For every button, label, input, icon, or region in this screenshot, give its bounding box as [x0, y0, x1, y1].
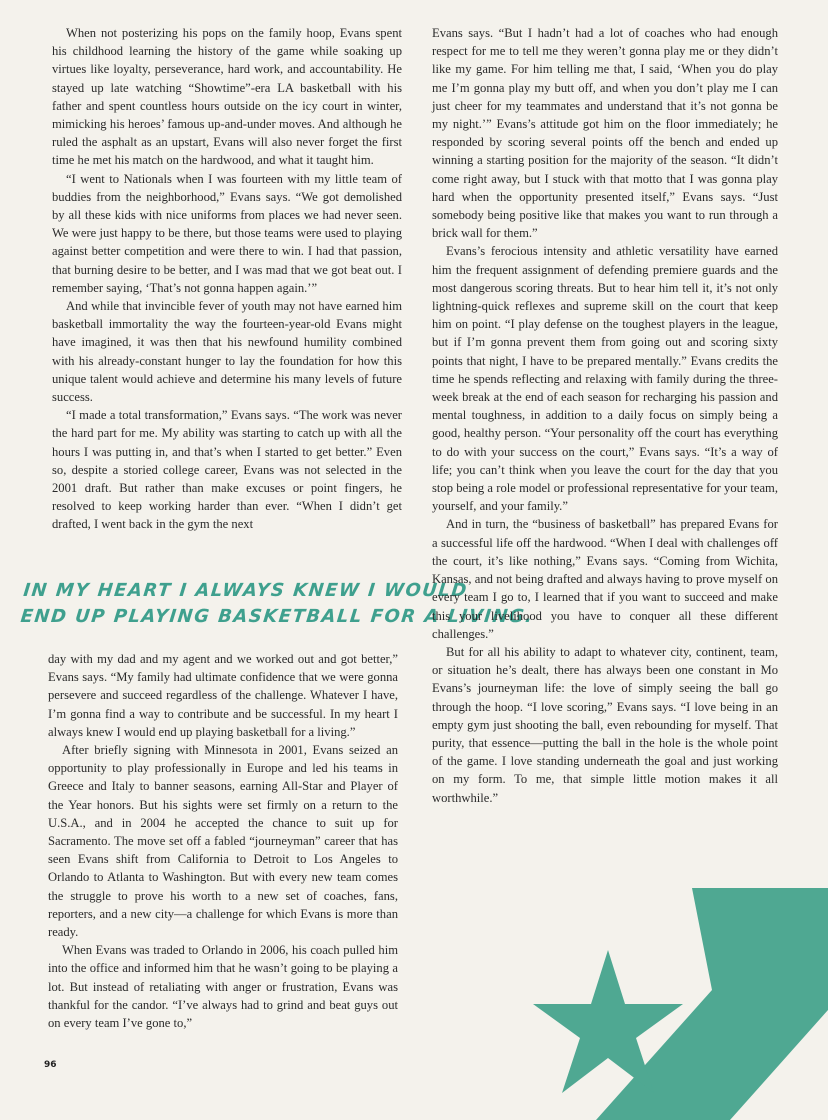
paragraph: When Evans was traded to Orlando in 2006, his coach pulled him into the office and informed him that he wasn’t going to be playing a lot. But instead of retaliating with anger or frustration, Evans was thankful for the candor. “I’ve always had to grind and beat guys out on every team I’ve gone to,” — [48, 943, 398, 1031]
paragraph: day with my dad and my agent and we worked out and got better,” Evans says. “My family had ultimate confidence that we were gonna persevere and succeed regardless of the challenge. Whatever I have, I’m gonna find a way to contribute and be successful. In my heart I always knew I would end up playing basketball for a living.” — [48, 652, 398, 739]
pull-quote-line-2: END UP PLAYING BASKETBALL FOR A LIVING. — [19, 606, 535, 627]
paragraph: Evans’s ferocious intensity and athletic versatility have earned him the frequent assignment of defending premiere guards and the most dangerous scoring threats. But to hear him tell it, it’s not only lightning-quick reflexes and supreme skill on the court that keep him on point. “I play defense on the toughest players in the league, but if I’m gonna prevent them from going out and scoring sixty points that night, I have to be prepared mentally.” Evans credits the time he spends reflecting and relaxing with family during the three-week break at the end of each season for recharging his passion and mental toughness, in addition to a daily focus on simply being a good, healthy person. “Your personality off the court has everything to do with your success on the court,” Evans says. “It’s a way of life; you can’t think when you leave the court for the day that you stop being a role model or professional representative for your team, yourself, and your family.” — [432, 244, 778, 514]
paragraph: “I made a total transformation,” Evans says. “The work was never the hard part for me. My ability was starting to catch up with all the hours I was putting in, and that’s when I started to get better.” Even so, despite a storied college career, Evans was not selected in the 2001 draft. But rather than make excuses or point fingers, he resolved to keep working harder than ever. “When I didn’t get drafted, I went back in the gym the next — [52, 408, 402, 532]
paragraph: And in turn, the “business of basketball” has prepared Evans for a successful life off the hardwood. “When I deal with challenges off the court, it’s like nothing,” Evans says. “Coming from Wichita, Kansas, and not being drafted and always having to prove myself on every team I go to, I learned that if you want to succeed and make this your livelihood you have to conquer all these different challenges.” — [432, 517, 778, 641]
paragraph: When not posterizing his pops on the family hoop, Evans spent his childhood learning the history of the game while soaking up virtues like loyalty, perseverance, hard work, and accountability. He stayed up late watching “Showtime”-era LA basketball with his father and spent countless hours outside on the icy court in winter, mimicking his heroes’ famous up-and-under moves. And although he ruled the asphalt as an upstart, Evans will also never forget the first time he met his match on the hardwood, and what it taught him. — [52, 26, 402, 168]
page-number: 96 — [44, 1060, 57, 1070]
paragraph: “I went to Nationals when I was fourteen with my little team of buddies from the neighborhood,” Evans says. “We got demolished by all these kids with nice uniforms from places we had never seen. We were just happy to be there, but those teams were used to playing against better competition and were there to win. I had that passion, that burning desire to be better, and I was mad that we got beat out. I remember saying, ‘That’s not gonna happen again.’” — [52, 171, 402, 295]
paragraph: And while that invincible fever of youth may not have earned him basketball immortality the way the fourteen-year-old Evans might have imagined, it was then that his newfound humility combined with his already-constant hunger to lay the foundation for how this unique talent would achieve and determine his many levels of future success. — [52, 299, 402, 405]
paragraph: But for all his ability to adapt to whatever city, continent, team, or situation he’s dealt, there has always been one constant in Mo Evans’s journeyman life: the love of simply seeing the ball go through the hoop. “I love scoring,” Evans says. “I love being in an empty gym just shooting the ball, even rebounding for myself. That purity, that essence—putting the ball in the hole is the whole point of the game. I love standing underneath the goal and just working on my form. To me, that simple little motion makes it all worthwhile.” — [432, 644, 778, 805]
pull-quote-line-1: IN MY HEART I ALWAYS KNEW I WOULD — [22, 580, 469, 601]
paragraph: Evans says. “But I hadn’t had a lot of coaches who had enough respect for me to tell me they weren’t gonna play me or they didn’t like my game. For him telling me that, I said, ‘When you do play me I’m gonna play my butt off, and when you don’t play me I can just cheer for my teammates and understand that it’s not gonna be my night.’” Evans’s attitude got him on the floor immediately; he responded by scoring several points off the bench and ended up winning a starting position for the majority of the season. “It didn’t come right away, but I stuck with that motto that I was gonna play hard when the opportunity presented itself,” Evans says. “Just somebody being positive like that makes you want to run through a brick wall for them.” — [432, 26, 778, 241]
paragraph: After briefly signing with Minnesota in 2001, Evans seized an opportunity to play professionally in Europe and led his teams in Greece and Italy to banner seasons, earning All-Star and Player of the Year honors. But his sights were set firmly on a return to the U.S.A., and in 2004 he accepted the chance to suit up for Sacramento. The move set off a fabled “journeyman” career that has seen Evans shift from California to Detroit to Los Angeles to Orlando to Atlanta to Washington. But with every new team comes the struggle to prove his worth to a new set of coaches, fans, reporters, and a new city—a challenge for which Evans is more than ready. — [48, 743, 398, 940]
